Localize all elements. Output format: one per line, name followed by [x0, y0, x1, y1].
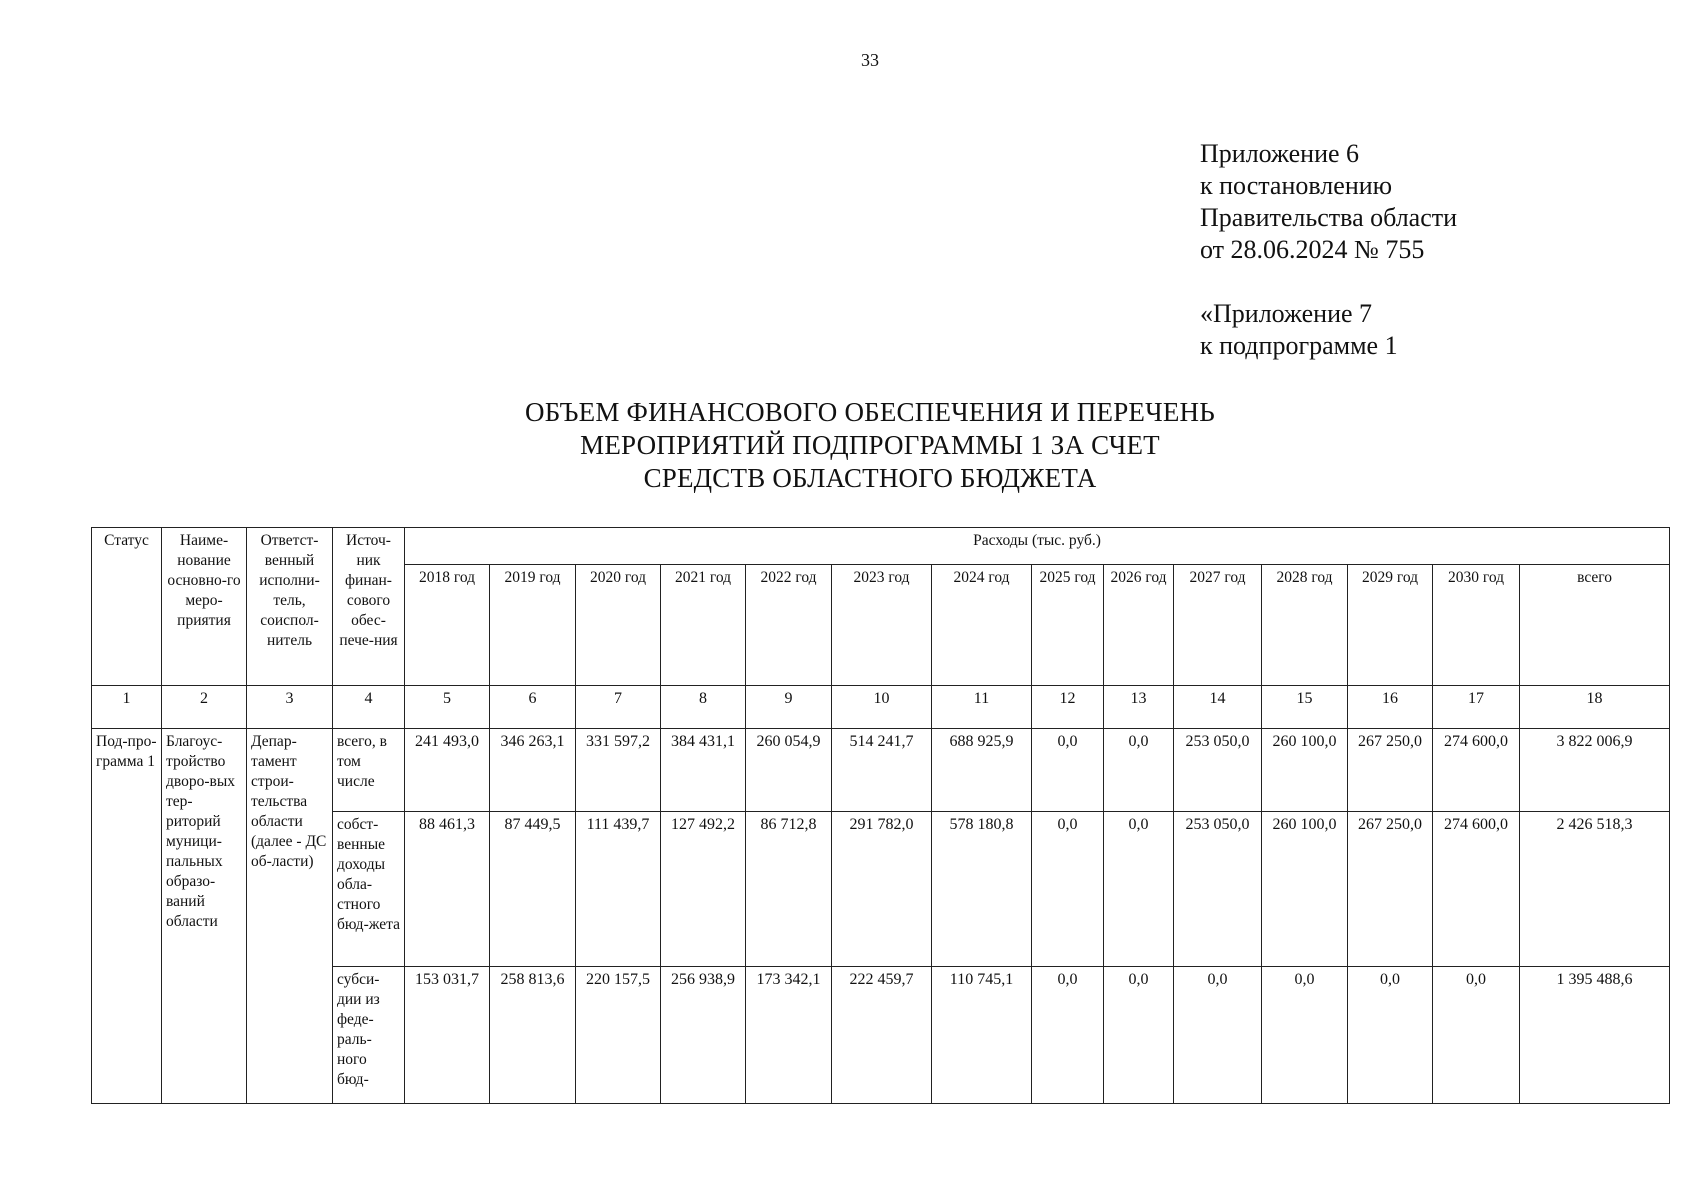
column-number: 5 — [405, 686, 490, 729]
header-year: 2028 год — [1262, 565, 1348, 686]
value-cell: 514 241,7 — [832, 729, 932, 812]
value-cell: 578 180,8 — [932, 812, 1032, 967]
document-title — [420, 396, 1320, 495]
budget-table — [91, 527, 1670, 1104]
source-cell: субси-дии из феде-раль-ного бюд- — [333, 967, 405, 1104]
column-number: 9 — [746, 686, 832, 729]
appendix-line: от 28.06.2024 № 755 — [1200, 235, 1425, 264]
value-cell: 88 461,3 — [405, 812, 490, 967]
appendix-line: к постановлению — [1200, 171, 1393, 200]
column-number: 1 — [92, 686, 162, 729]
column-number: 2 — [162, 686, 247, 729]
column-number: 12 — [1032, 686, 1104, 729]
value-cell: 260 054,9 — [746, 729, 832, 812]
value-cell: 274 600,0 — [1433, 729, 1520, 812]
total-cell: 1 395 488,6 — [1520, 967, 1670, 1104]
value-cell: 0,0 — [1104, 967, 1174, 1104]
value-cell: 384 431,1 — [661, 729, 746, 812]
value-cell: 688 925,9 — [932, 729, 1032, 812]
measure-name-cell: Благоус-тройство дворо-вых тер-риторий муници-пальных образо-ваний области — [162, 729, 247, 1104]
header-year: 2026 год — [1104, 565, 1174, 686]
title-line: МЕРОПРИЯТИЙ ПОДПРОГРАММЫ 1 ЗА СЧЕТ — [580, 430, 1160, 460]
value-cell: 258 813,6 — [490, 967, 576, 1104]
value-cell: 111 439,7 — [576, 812, 661, 967]
column-number: 16 — [1348, 686, 1433, 729]
value-cell: 127 492,2 — [661, 812, 746, 967]
source-cell: собст-венные доходы обла-стного бюд-жета — [333, 812, 405, 967]
value-cell: 110 745,1 — [932, 967, 1032, 1104]
value-cell: 173 342,1 — [746, 967, 832, 1104]
value-cell: 291 782,0 — [832, 812, 932, 967]
column-number: 17 — [1433, 686, 1520, 729]
column-number: 11 — [932, 686, 1032, 729]
value-cell: 241 493,0 — [405, 729, 490, 812]
appendix-block — [1200, 138, 1457, 362]
header-year: 2020 год — [576, 565, 661, 686]
title-line: ОБЪЕМ ФИНАНСОВОГО ОБЕСПЕЧЕНИЯ И ПЕРЕЧЕНЬ — [525, 397, 1215, 427]
page-number: 33 — [861, 50, 879, 70]
value-cell: 87 449,5 — [490, 812, 576, 967]
value-cell: 0,0 — [1348, 967, 1433, 1104]
header-total: всего — [1520, 565, 1670, 686]
value-cell: 0,0 — [1032, 967, 1104, 1104]
column-number: 13 — [1104, 686, 1174, 729]
value-cell: 0,0 — [1433, 967, 1520, 1104]
header-status: Статус — [92, 528, 162, 686]
appendix-line: к подпрограмме 1 — [1200, 331, 1398, 360]
value-cell: 274 600,0 — [1433, 812, 1520, 967]
header-measure-name: Наиме-нование основно-го меро-приятия — [162, 528, 247, 686]
header-year: 2022 год — [746, 565, 832, 686]
appendix-line: Приложение 6 — [1200, 139, 1360, 168]
total-cell: 3 822 006,9 — [1520, 729, 1670, 812]
column-number: 14 — [1174, 686, 1262, 729]
header-year: 2023 год — [832, 565, 932, 686]
header-year: 2030 год — [1433, 565, 1520, 686]
appendix-line: «Приложение 7 — [1200, 299, 1373, 328]
header-year: 2021 год — [661, 565, 746, 686]
header-year: 2027 год — [1174, 565, 1262, 686]
source-cell: всего, в том числе — [333, 729, 405, 812]
value-cell: 267 250,0 — [1348, 729, 1433, 812]
appendix-line: Правительства области — [1200, 203, 1458, 232]
header-expenses: Расходы (тыс. руб.) — [405, 528, 1670, 565]
value-cell: 0,0 — [1032, 729, 1104, 812]
column-number: 8 — [661, 686, 746, 729]
value-cell: 86 712,8 — [746, 812, 832, 967]
value-cell: 0,0 — [1104, 729, 1174, 812]
header-year: 2019 год — [490, 565, 576, 686]
header-year: 2018 год — [405, 565, 490, 686]
column-number: 10 — [832, 686, 932, 729]
total-cell: 2 426 518,3 — [1520, 812, 1670, 967]
header-year: 2029 год — [1348, 565, 1433, 686]
value-cell: 260 100,0 — [1262, 812, 1348, 967]
value-cell: 222 459,7 — [832, 967, 932, 1104]
status-cell: Под-про-грамма 1 — [92, 729, 162, 1104]
value-cell: 346 263,1 — [490, 729, 576, 812]
column-number: 3 — [247, 686, 333, 729]
column-number: 15 — [1262, 686, 1348, 729]
value-cell: 0,0 — [1104, 812, 1174, 967]
value-cell: 0,0 — [1032, 812, 1104, 967]
value-cell: 153 031,7 — [405, 967, 490, 1104]
header-year: 2024 год — [932, 565, 1032, 686]
title-line: СРЕДСТВ ОБЛАСТНОГО БЮДЖЕТА — [643, 463, 1097, 493]
value-cell: 0,0 — [1174, 967, 1262, 1104]
value-cell: 253 050,0 — [1174, 729, 1262, 812]
table-row — [92, 729, 1670, 812]
value-cell: 331 597,2 — [576, 729, 661, 812]
value-cell: 267 250,0 — [1348, 812, 1433, 967]
value-cell: 220 157,5 — [576, 967, 661, 1104]
executor-cell: Депар-тамент строи-тельства области (далее - ДС об-ласти) — [247, 729, 333, 1104]
header-source: Источ-ник финан-сового обес-пече-ния — [333, 528, 405, 686]
column-number: 4 — [333, 686, 405, 729]
value-cell: 256 938,9 — [661, 967, 746, 1104]
header-executor: Ответст-венный исполни-тель, соиспол-нитель — [247, 528, 333, 686]
value-cell: 253 050,0 — [1174, 812, 1262, 967]
column-number: 7 — [576, 686, 661, 729]
column-number: 18 — [1520, 686, 1670, 729]
header-year: 2025 год — [1032, 565, 1104, 686]
column-number: 6 — [490, 686, 576, 729]
value-cell: 0,0 — [1262, 967, 1348, 1104]
value-cell: 260 100,0 — [1262, 729, 1348, 812]
